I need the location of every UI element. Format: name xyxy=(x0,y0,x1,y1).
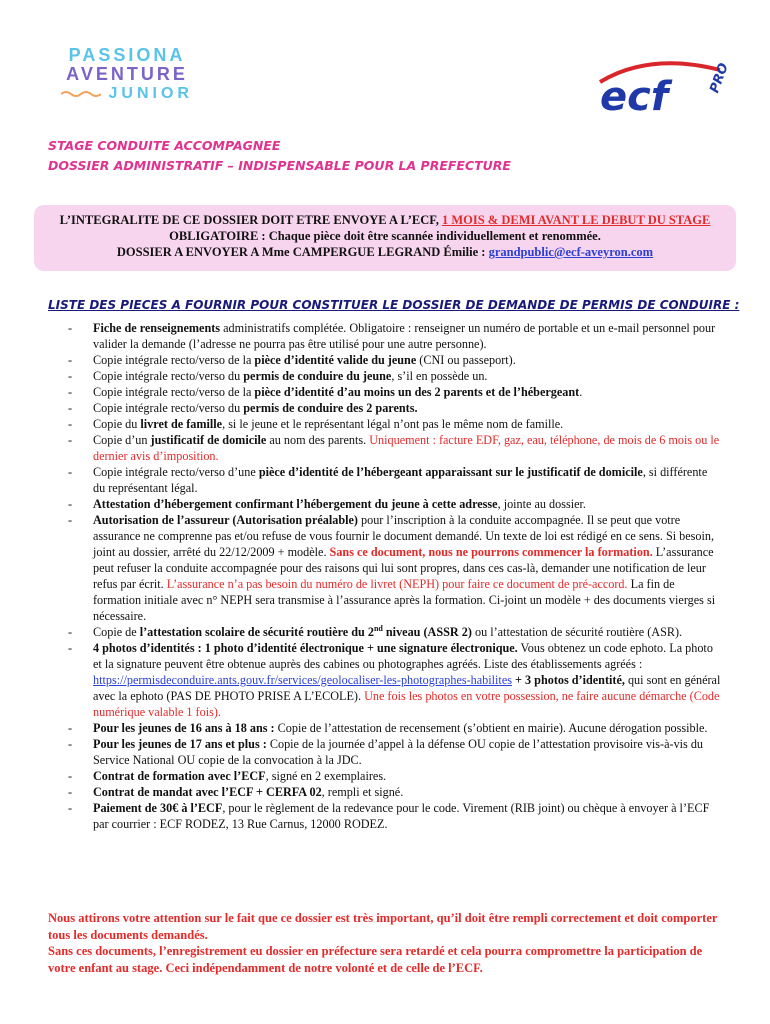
ecf-text: ecf xyxy=(600,74,669,120)
list-item xyxy=(68,368,722,384)
list-item-text: Fiche de renseignements xyxy=(93,321,221,335)
list-item xyxy=(68,624,722,640)
email-link[interactable]: grandpublic@ecf-aveyron.com xyxy=(488,245,654,259)
notice-line-3 xyxy=(34,244,736,260)
list-item-text: (CNI ou passeport). xyxy=(416,353,516,367)
list-item-text: Copie de xyxy=(93,625,140,639)
list-item xyxy=(68,416,722,432)
list-item-text: Copie de l’attestation de recensement (s’obtient en mairie). Aucune dérogation possible. xyxy=(274,721,708,735)
notice-deadline: 1 MOIS & DEMI AVANT LE DEBUT DU STAGE xyxy=(441,213,711,227)
list-item xyxy=(68,640,722,720)
list-item-text: , si le jeune et le représentant légal n’ont pas le même nom de famille. xyxy=(222,417,564,431)
list-item-text: + 3 photos d’identité, xyxy=(511,673,625,687)
logo-line-3: JUNIOR xyxy=(108,85,193,102)
list-item-text: ou l’attestation de sécurité routière (ASR). xyxy=(471,625,683,639)
list-item-text: Copie de la journée d’appel à la défense OU copie de l’attestation provisoire vis-à-vis du Service National OU copie de la convocation à la JDC. xyxy=(93,737,704,767)
list-item-text: Autorisation de l’assureur (Autorisation préalable) xyxy=(93,513,358,527)
list-item-text: l’attestation scolaire de sécurité routière du 2 xyxy=(139,625,374,639)
list-item-text: L’assurance n’a pas besoin du numéro de livret (NEPH) pour faire ce document de pré-accord. xyxy=(166,577,628,591)
list-item-text: Copie intégrale recto/verso de la xyxy=(93,385,255,399)
passion-aventure-junior-logo xyxy=(52,46,202,103)
list-item-text: Attestation d’hébergement confirmant l’hébergement du jeune à cette adresse xyxy=(93,497,498,511)
list-item-text: niveau (ASSR 2) xyxy=(382,625,472,639)
list-item-text: pièce d’identité de l’hébergeant apparaissant sur le justificatif de domicile xyxy=(258,465,643,479)
pieces-list xyxy=(68,320,722,832)
list-item-text: pièce d’identité d’au moins un des 2 parents et de l’hébergeant xyxy=(254,385,580,399)
list-item xyxy=(68,320,722,352)
ecf-swoosh-icon xyxy=(590,52,740,122)
list-item xyxy=(68,352,722,368)
notice-line-1-text: L’INTEGRALITE DE CE DOSSIER DOIT ETRE ENVOYE A L’ECF, xyxy=(59,213,442,227)
footer-warning xyxy=(48,910,728,976)
list-item-text: Copie intégrale recto/verso d’une xyxy=(93,465,259,479)
title-stage: STAGE CONDUITE ACCOMPAGNEE xyxy=(48,138,281,153)
list-item-text: . xyxy=(579,385,583,399)
list-item-text: , rempli et signé. xyxy=(321,785,404,799)
list-item-text: permis de conduire du jeune xyxy=(243,369,392,383)
list-item-text: Contrat de formation avec l’ECF xyxy=(93,769,266,783)
list-item-text: , signé en 2 exemplaires. xyxy=(265,769,387,783)
list-item-text: , si différente du représentant légal. xyxy=(93,465,708,495)
pro-badge: PRO xyxy=(707,61,732,96)
list-item-text: permis de conduire des 2 parents. xyxy=(243,401,418,415)
list-item-text: Pour les jeunes de 16 ans à 18 ans : xyxy=(93,721,275,735)
list-item-text: Une fois les photos en votre possession, ne faire aucune démarche (Code numérique valable 1 fois). xyxy=(93,689,720,719)
title-dossier: DOSSIER ADMINISTRATIF – INDISPENSABLE POUR LA PREFECTURE xyxy=(48,158,511,173)
list-item-text: pour l’inscription à la conduite accompagnée. Il se peut que votre assurance ne comprenne pas et/ou refuse de vous fournir le document demandé. Un texte de loi est rédigé en ce sens. Si besoin, joint au dossier, arrêté du 22/12/2009 + modèle. xyxy=(93,513,715,559)
ecf-logo xyxy=(590,52,740,122)
list-item-text: livret de famille xyxy=(140,417,223,431)
list-item-text: au nom des parents. xyxy=(266,433,370,447)
list-item-text: qui sont en général avec la ephoto (PAS DE PHOTO PRISE A L’ECOLE). xyxy=(93,673,721,703)
list-item-text: nd xyxy=(373,623,383,633)
notice-line-3-text: DOSSIER A ENVOYER A Mme CAMPERGUE LEGRAND Émilie : xyxy=(116,245,489,259)
list-item-text: Paiement de 30€ à l’ECF xyxy=(93,801,223,815)
list-item-text: Vous obtenez un code ephoto. La photo et la signature peuvent être obtenue auprès des cabines ou photographes agréés. Liste des établissements agréés : xyxy=(93,641,713,671)
list-item-text: La fin de formation initiale avec n° NEPH sera transmise à l’assurance après la formation. Ci-joint un modèle + des documents vierges si nécessaire. xyxy=(93,577,716,623)
wave-icon xyxy=(61,90,101,98)
list-item xyxy=(68,432,722,464)
notice-line-1 xyxy=(34,212,736,228)
list-item xyxy=(68,784,722,800)
list-item xyxy=(68,496,722,512)
list-item-text: justificatif de domicile xyxy=(150,433,267,447)
list-item xyxy=(68,384,722,400)
list-item xyxy=(68,800,722,832)
list-item-text: Copie intégrale recto/verso de la xyxy=(93,353,255,367)
list-title: LISTE DES PIECES A FOURNIR POUR CONSTITUER LE DOSSIER DE DEMANDE DE PERMIS DE CONDUIRE : xyxy=(48,298,740,312)
footer-paragraph-1: Nous attirons votre attention sur le fait que ce dossier est très important, qu’il doit être rempli correctement et doit comporter tous les documents demandés. xyxy=(48,911,718,942)
list-item-text: Uniquement : facture EDF, gaz, eau, téléphone, de mois de 6 mois ou le dernier avis d’imposition. xyxy=(93,433,720,463)
footer-paragraph-2: Sans ces documents, l’enregistrement eu dossier en préfecture sera retardé et cela pourra compromettre la participation de votre enfant au stage. Ceci indépendamment de notre volonté et de celle de l’ECF. xyxy=(48,944,703,975)
list-item-text: , pour le règlement de la redevance pour le code. Virement (RIB joint) ou chèque à envoyer à l’ECF par courrier : ECF RODEZ, 13 Rue Carnus, 12000 RODEZ. xyxy=(93,801,710,831)
list-item-text: Sans ce document, nous ne pourrons commencer la formation. xyxy=(329,545,653,559)
notice-line-2: OBLIGATOIRE : Chaque pièce doit être scannée individuellement et renommée. xyxy=(169,229,601,243)
list-item-text: Pour les jeunes de 17 ans et plus : xyxy=(93,737,267,751)
photographes-link[interactable]: https://permisdeconduire.ants.gouv.fr/services/geolocaliser-les-photographes-habilites xyxy=(93,673,512,687)
list-item xyxy=(68,464,722,496)
list-item-text: L’assurance peut refuser la conduite accompagnée pour des raisons qui lui sont propres, dans ces cas-là, demander une notification de leur refus par écrit. xyxy=(93,545,714,591)
list-item xyxy=(68,736,722,768)
list-item-text: , s’il en possède un. xyxy=(391,369,488,383)
list-item-text: Copie d’un xyxy=(93,433,151,447)
list-item-text: Copie du xyxy=(93,417,141,431)
list-item xyxy=(68,720,722,736)
logo-line-1: PASSIONA xyxy=(68,45,186,65)
list-item-text: Contrat de mandat avec l’ECF + CERFA 02 xyxy=(93,785,322,799)
list-item-text: administratifs complétée. Obligatoire : renseigner un numéro de portable et un e-mail personnel pour valider la demande (l’adresse ne pourra pas être utilisé pour une autre personne). xyxy=(93,321,716,351)
list-item xyxy=(68,768,722,784)
page-titles xyxy=(48,136,511,176)
logo-line-2: AVENTURE xyxy=(66,64,188,84)
list-item-text: , jointe au dossier. xyxy=(497,497,586,511)
list-item-text: pièce d’identité valide du jeune xyxy=(254,353,417,367)
list-item xyxy=(68,400,722,416)
list-item xyxy=(68,512,722,624)
list-item-text: Copie intégrale recto/verso du xyxy=(93,369,244,383)
notice-box xyxy=(34,205,736,271)
list-item-text: Copie intégrale recto/verso du xyxy=(93,401,244,415)
list-item-text: 4 photos d’identités : 1 photo d’identité électronique + une signature électronique. xyxy=(93,641,518,655)
